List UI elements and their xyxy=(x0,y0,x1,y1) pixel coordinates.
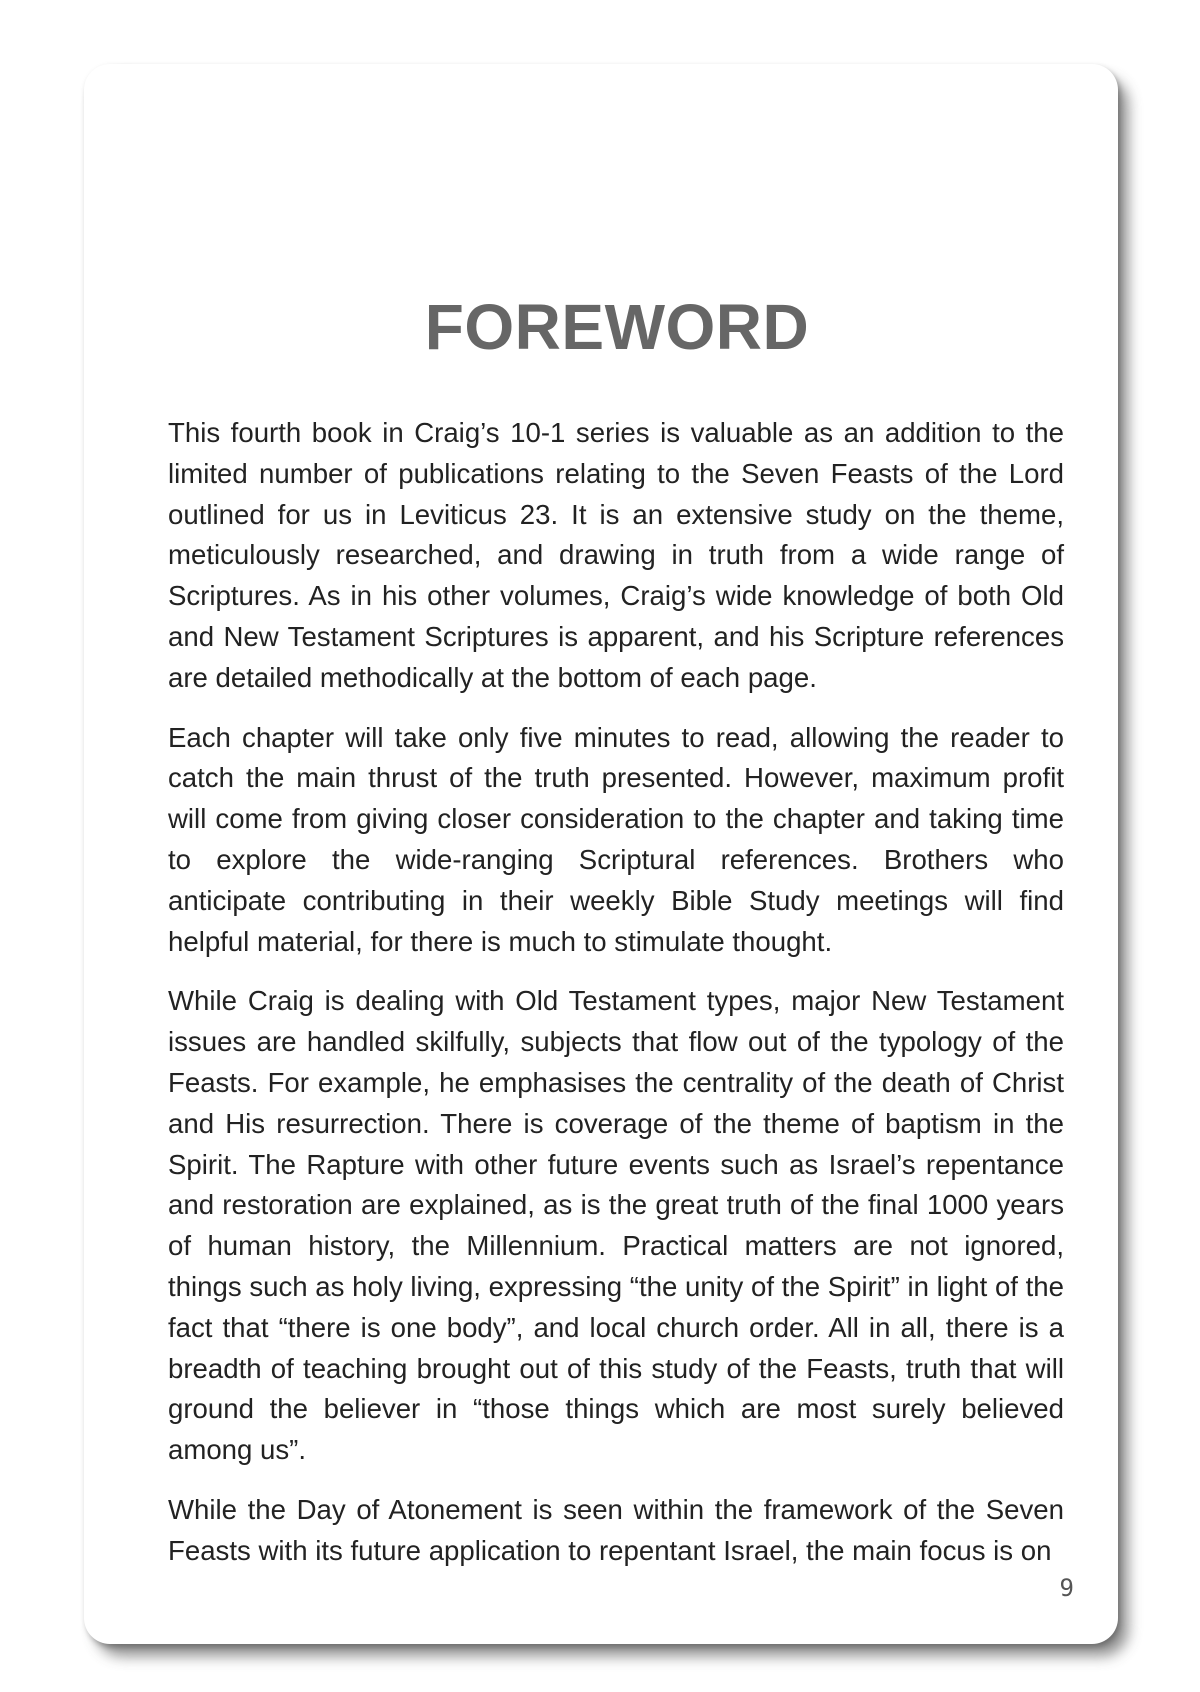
paragraph-2: Each chapter will take only five minutes to read, allowing the reader to catch the main thrust of the truth presented. However, maximum profit will come from giving closer consideration to the chapter and taking time to explore the wide-ranging Scriptural references. Brothers who anticipate contributing in their weekly Bible Study meetings will find helpful material, for there is much to stimulate thought. xyxy=(168,721,1064,957)
foreword-body xyxy=(168,413,1064,1591)
paragraph-3: While Craig is dealing with Old Testament types, major New Testament issues are handled skilfully, subjects that flow out of the typology of the Feasts. For example, he emphasises the centrality of the death of Christ and His resurrection. There is coverage of the theme of baptism in the Spirit. The Rapture with other future events such as Israel’s repentance and restoration are explained, as is the great truth of the final 1000 years of human history, the Millennium. Practical matters are not ignored, things such as holy living, expressing “the unity of the Spirit” in light of the fact that “there is one body”, and local church order. All in all, there is a breadth of teaching brought out of this study of the Feasts, truth that will ground the believer in “those things which are most surely believed among us”. xyxy=(168,985,1064,1466)
page-title: FOREWORD xyxy=(424,291,810,363)
paragraph-4: While the Day of Atonement is seen within the framework of the Seven Feasts with its future application to repentant Israel, the main focus is on xyxy=(168,1493,1064,1566)
paragraph-1: This fourth book in Craig’s 10-1 series is valuable as an addition to the limited number of publications relating to the Seven Feasts of the Lord outlined for us in Leviticus 23. It is an extensive study on the theme, meticulously researched, and drawing in truth from a wide range of Scriptures. As in his other volumes, Craig’s wide knowledge of both Old and New Testament Scriptures is apparent, and his Scripture references are detailed methodically at the bottom of each page. xyxy=(168,417,1064,693)
page-number: 9 xyxy=(1059,1574,1074,1602)
